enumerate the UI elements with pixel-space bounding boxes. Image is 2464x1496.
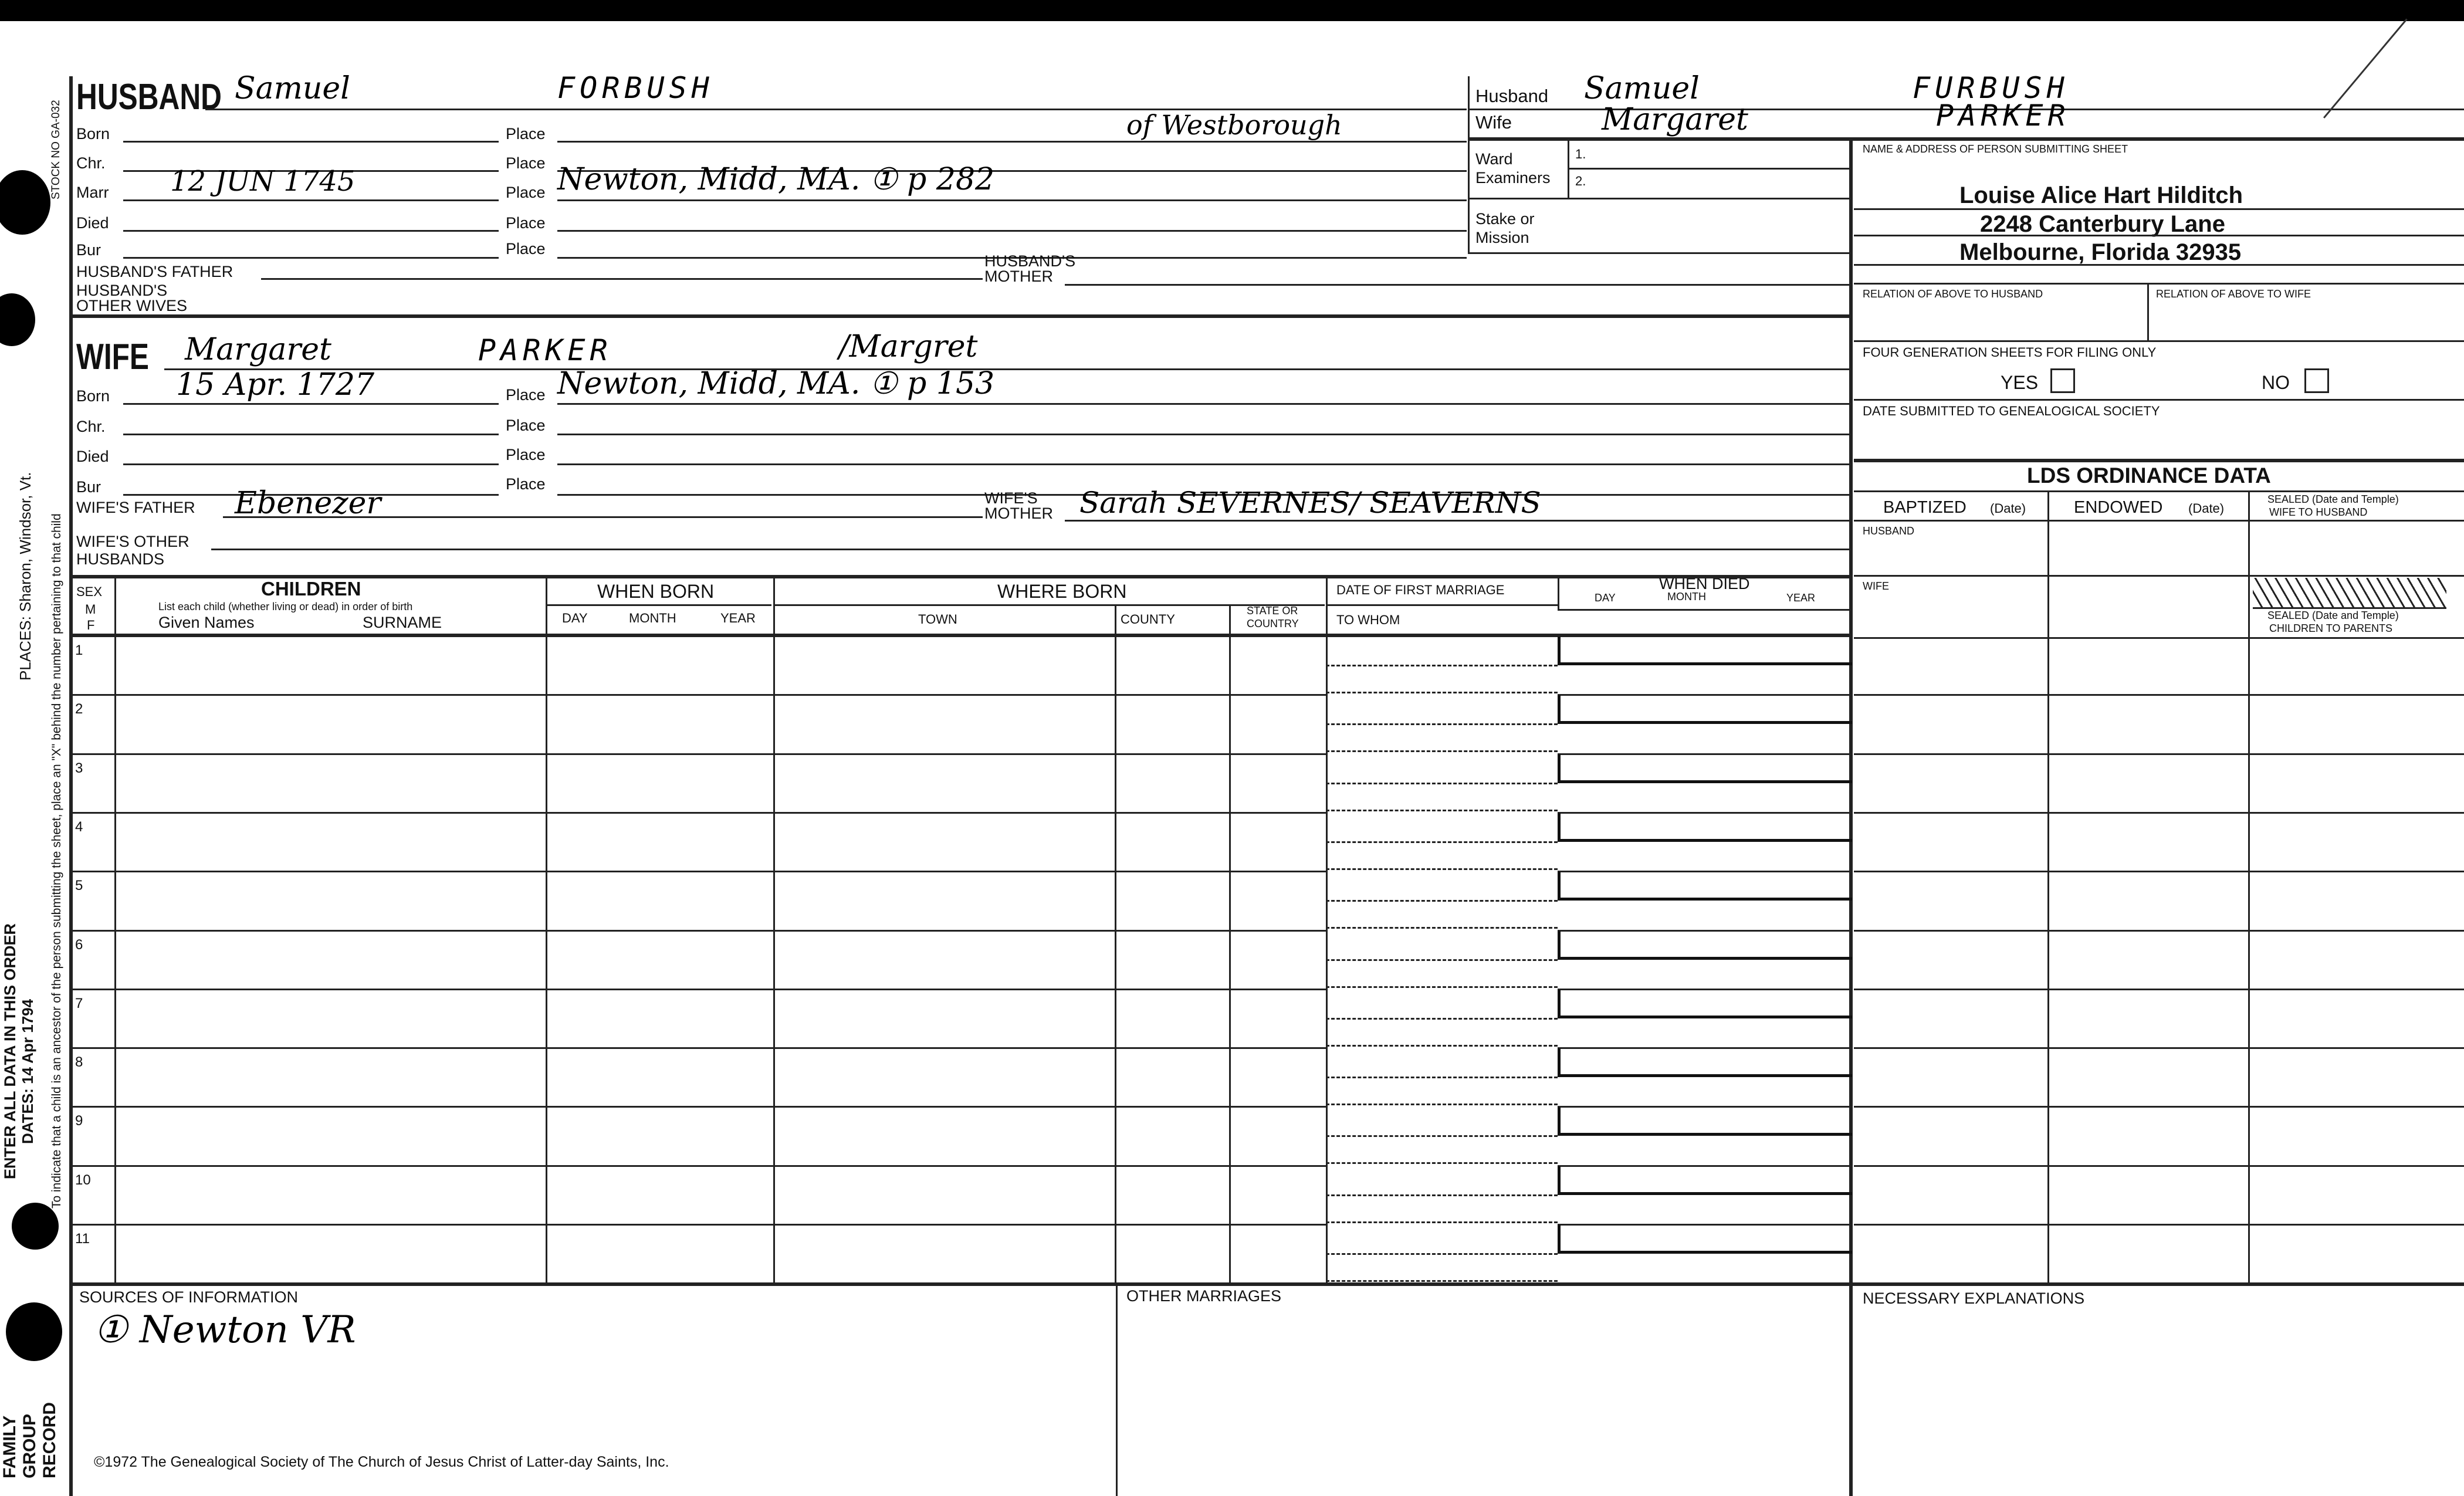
relation-wife-label: RELATION OF ABOVE TO WIFE bbox=[2156, 288, 2311, 300]
rule bbox=[1568, 168, 1849, 170]
wife-chr-label: Chr. bbox=[76, 418, 106, 435]
child-row-number: 11 bbox=[75, 1231, 90, 1247]
child-row-divider bbox=[69, 989, 1326, 990]
rule bbox=[1854, 235, 2464, 236]
died-month-header: MONTH bbox=[1667, 591, 1706, 603]
wife-father-label: WIFE'S FATHER bbox=[76, 499, 195, 516]
wife-born-label: Born bbox=[76, 387, 110, 405]
husband-chr-label: Chr. bbox=[76, 154, 106, 172]
submitter-label: NAME & ADDRESS OF PERSON SUBMITTING SHEET bbox=[1863, 143, 2128, 155]
lds-row-divider bbox=[1854, 1224, 2464, 1226]
rule bbox=[1854, 283, 2464, 285]
children-f-label: F bbox=[87, 618, 95, 632]
sources-label: SOURCES OF INFORMATION bbox=[79, 1288, 299, 1306]
rule bbox=[773, 604, 1325, 606]
ward-label: Ward bbox=[1475, 150, 1513, 168]
husband-marr-date: 12 JUN 1745 bbox=[170, 165, 356, 198]
to-whom-line bbox=[1326, 927, 1558, 929]
col-when-born bbox=[546, 575, 547, 1282]
child-row-divider bbox=[69, 753, 1326, 755]
examiner-1: 1. bbox=[1575, 147, 1586, 161]
wife-died-label: Died bbox=[76, 448, 109, 465]
when-died-bracket bbox=[1558, 695, 1852, 724]
rule bbox=[1854, 340, 2464, 342]
children-m-label: M bbox=[85, 602, 96, 617]
husband-mother-label-1: HUSBAND'S bbox=[984, 252, 1076, 270]
wife-given-name: Margaret bbox=[185, 332, 331, 367]
sources-value: ① Newton VR bbox=[94, 1308, 356, 1352]
lds-endowed: ENDOWED bbox=[2074, 498, 2163, 517]
wife-mother-name: Sarah SEVERNES/ SEAVERNS bbox=[1079, 486, 1541, 520]
child-row-number: 10 bbox=[75, 1172, 91, 1188]
to-whom-line bbox=[1326, 1280, 1558, 1282]
four-gen-label: FOUR GENERATION SHEETS FOR FILING ONLY bbox=[1863, 345, 2157, 360]
lds-row-divider bbox=[1854, 812, 2464, 814]
wife-born-place: Newton, Midd, MA. ① p 153 bbox=[557, 366, 995, 401]
rule bbox=[164, 368, 1849, 370]
marriage-date-line bbox=[1326, 1018, 1558, 1020]
where-born-header: WHERE BORN bbox=[997, 581, 1127, 602]
husband-mother-label-2: MOTHER bbox=[984, 268, 1053, 285]
wife-bur-label: Bur bbox=[76, 478, 101, 496]
to-whom-line bbox=[1326, 1162, 1558, 1164]
lds-row-divider bbox=[1854, 871, 2464, 872]
husband-surname: FORBUSH bbox=[557, 71, 714, 105]
child-row-divider bbox=[69, 871, 1326, 872]
form-title-family: FAMILY bbox=[0, 1415, 19, 1478]
rule bbox=[1065, 284, 1849, 286]
lds-row-divider bbox=[1854, 1047, 2464, 1049]
header-wife-given: Margaret bbox=[1602, 102, 1748, 137]
header-husband-given: Samuel bbox=[1584, 71, 1700, 106]
children-instruction: List each child (whether living or dead) in order of birth bbox=[158, 601, 413, 612]
to-whom-line bbox=[1326, 810, 1558, 811]
header-husband-surname: FURBUSH bbox=[1913, 71, 2069, 105]
lds-title: LDS ORDINANCE DATA bbox=[2027, 463, 2271, 488]
footer-divider bbox=[1116, 1282, 1118, 1496]
submitter-street: 2248 Canterbury Lane bbox=[1980, 211, 2225, 237]
stake-label-1: Stake or bbox=[1475, 210, 1535, 228]
child-row-divider bbox=[69, 694, 1326, 696]
husband-marr-label: Marr bbox=[76, 184, 109, 201]
yes-label: YES bbox=[2001, 372, 2039, 393]
rule bbox=[557, 141, 1467, 143]
husband-chr-place-label: Place bbox=[506, 154, 546, 172]
examiner-2: 2. bbox=[1575, 174, 1586, 188]
died-year-header: YEAR bbox=[1786, 592, 1816, 604]
lds-wife-row: WIFE bbox=[1863, 580, 1889, 592]
to-whom-line bbox=[1326, 986, 1558, 988]
lds-endowed-date: (Date) bbox=[2188, 501, 2225, 516]
child-row-number: 5 bbox=[75, 878, 83, 894]
rule bbox=[1468, 137, 2464, 141]
marriage-date-line bbox=[1326, 723, 1558, 725]
rule bbox=[1854, 520, 2464, 522]
when-born-header: WHEN BORN bbox=[597, 581, 715, 602]
wife-born-place-label: Place bbox=[506, 386, 546, 404]
husband-born-label: Born bbox=[76, 125, 110, 143]
rule bbox=[123, 463, 499, 465]
dates-note: DATES: 14 Apr 1794 bbox=[19, 999, 36, 1144]
col-county bbox=[1115, 604, 1116, 1282]
ancestor-instruction: To indicate that a child is an ancestor of the person submitting the sheet, place an "X" behind the number pertaining to that child bbox=[50, 513, 63, 1209]
marriage-date-line bbox=[1326, 959, 1558, 961]
wife-chr-place-label: Place bbox=[506, 417, 546, 434]
rule bbox=[1468, 252, 1849, 254]
relation-husband-label: RELATION OF ABOVE TO HUSBAND bbox=[1863, 288, 2043, 300]
children-given-names: Given Names bbox=[158, 614, 255, 631]
lds-sealed-children-2: CHILDREN TO PARENTS bbox=[2269, 622, 2393, 634]
rule bbox=[557, 230, 1467, 232]
marriage-date-line bbox=[1326, 665, 1558, 666]
form-title-record: RECORD bbox=[40, 1402, 59, 1478]
rule bbox=[557, 199, 1467, 201]
to-whom-line bbox=[1326, 1045, 1558, 1047]
marriage-date-line bbox=[1326, 1194, 1558, 1196]
header-wife-surname: PARKER bbox=[1936, 99, 2070, 133]
county-header: COUNTY bbox=[1121, 612, 1175, 627]
wife-mother-label-1: WIFE'S bbox=[984, 489, 1038, 507]
to-whom-header: TO WHOM bbox=[1336, 612, 1400, 627]
rule bbox=[123, 257, 499, 259]
husband-died-label: Died bbox=[76, 214, 109, 232]
state-header-2: COUNTRY bbox=[1247, 618, 1299, 629]
no-label: NO bbox=[2262, 372, 2290, 393]
rule bbox=[123, 141, 499, 143]
child-row-number: 1 bbox=[75, 642, 83, 658]
when-died-bracket bbox=[1558, 872, 1852, 901]
husband-other-wives-label-1: HUSBAND'S bbox=[76, 282, 168, 299]
wife-alt-name: /Margret bbox=[839, 329, 978, 364]
punch-hole bbox=[0, 293, 35, 346]
husband-marr-place: Newton, Midd, MA. ① p 282 bbox=[557, 162, 995, 197]
rule bbox=[261, 278, 983, 280]
lds-sealed-wife-1: SEALED (Date and Temple) bbox=[2267, 493, 2399, 505]
lds-row-divider bbox=[1854, 694, 2464, 696]
punch-hole bbox=[12, 1203, 59, 1250]
marriage-date-line bbox=[1326, 783, 1558, 784]
husband-father-label: HUSBAND'S FATHER bbox=[76, 263, 233, 280]
date-submitted-label: DATE SUBMITTED TO GENEALOGICAL SOCIETY bbox=[1863, 404, 2160, 418]
child-row-number: 7 bbox=[75, 995, 83, 1011]
husband-bur-place-label: Place bbox=[506, 240, 546, 258]
child-row-number: 6 bbox=[75, 936, 83, 953]
children-sex-label: SEX bbox=[76, 584, 103, 599]
rule bbox=[546, 604, 771, 606]
wife-mother-label-2: MOTHER bbox=[984, 505, 1053, 522]
marriage-date-line bbox=[1326, 841, 1558, 843]
lds-row-divider bbox=[1854, 753, 2464, 755]
child-row-number: 3 bbox=[75, 760, 83, 776]
explanations-label: NECESSARY EXPLANATIONS bbox=[1863, 1289, 2085, 1307]
rule bbox=[123, 230, 499, 232]
born-month-header: MONTH bbox=[629, 611, 676, 625]
when-died-bracket bbox=[1558, 813, 1852, 842]
lds-baptized-date: (Date) bbox=[1990, 501, 2026, 516]
wife-surname: PARKER bbox=[478, 333, 612, 367]
child-row-divider bbox=[69, 1106, 1326, 1108]
children-title: CHILDREN bbox=[261, 578, 361, 600]
corner-mark bbox=[2323, 18, 2408, 118]
other-marriages-label: OTHER MARRIAGES bbox=[1126, 1287, 1282, 1305]
to-whom-line bbox=[1326, 1104, 1558, 1105]
to-whom-line bbox=[1326, 692, 1558, 693]
rule bbox=[123, 199, 499, 201]
lds-row-divider bbox=[1854, 989, 2464, 990]
lds-husband-row: HUSBAND bbox=[1863, 525, 1915, 537]
husband-heading: HUSBAND bbox=[76, 77, 222, 117]
rule bbox=[223, 516, 983, 518]
wife-died-place-label: Place bbox=[506, 446, 546, 463]
child-row-divider bbox=[69, 1165, 1326, 1167]
lds-hatched-cell bbox=[2253, 578, 2446, 609]
when-died-bracket bbox=[1558, 990, 1852, 1018]
rule bbox=[1468, 198, 1849, 199]
child-row-divider bbox=[69, 1047, 1326, 1049]
husband-died-place-label: Place bbox=[506, 214, 546, 232]
first-marriage-header: DATE OF FIRST MARRIAGE bbox=[1336, 583, 1505, 597]
when-died-bracket bbox=[1558, 1166, 1852, 1195]
rule bbox=[1326, 604, 1558, 606]
children-surname: SURNAME bbox=[363, 614, 442, 631]
col-state bbox=[1229, 604, 1231, 1282]
husband-born-place: of Westborough bbox=[1126, 109, 1342, 141]
col-sex bbox=[114, 575, 116, 1282]
no-checkbox[interactable] bbox=[2304, 368, 2329, 393]
submitter-city: Melbourne, Florida 32935 bbox=[1959, 239, 2242, 265]
marriage-date-line bbox=[1326, 1253, 1558, 1255]
rule bbox=[1854, 264, 2464, 266]
marriage-date-line bbox=[1326, 1077, 1558, 1078]
rule bbox=[211, 549, 1849, 550]
child-row-number: 9 bbox=[75, 1113, 83, 1129]
rule bbox=[1065, 520, 1849, 522]
submitter-name: Louise Alice Hart Hilditch bbox=[1959, 182, 2243, 208]
form-title-group: GROUP bbox=[20, 1413, 39, 1478]
when-died-bracket bbox=[1558, 1225, 1852, 1254]
rule bbox=[123, 434, 499, 435]
stock-number: STOCK NO GA-032 bbox=[50, 100, 62, 199]
wife-bur-place-label: Place bbox=[506, 475, 546, 493]
header-husband-label: Husband bbox=[1475, 86, 1549, 106]
rule bbox=[1854, 208, 2464, 210]
lds-baptized: BAPTIZED bbox=[1883, 498, 1967, 517]
rule bbox=[557, 434, 1849, 435]
to-whom-line bbox=[1326, 1221, 1558, 1223]
lds-sealed-wife-2: WIFE TO HUSBAND bbox=[2269, 506, 2368, 518]
when-died-bracket bbox=[1558, 637, 1852, 665]
rule bbox=[557, 403, 1849, 405]
to-whom-line bbox=[1326, 750, 1558, 752]
husband-born-place-label: Place bbox=[506, 125, 546, 143]
rule bbox=[1854, 399, 2464, 401]
enter-data-order: ENTER ALL DATA IN THIS ORDER bbox=[1, 923, 19, 1179]
when-died-bracket bbox=[1558, 1107, 1852, 1136]
husband-bur-label: Bur bbox=[76, 241, 101, 259]
to-whom-line bbox=[1326, 868, 1558, 870]
state-header-1: STATE OR bbox=[1247, 605, 1298, 617]
rule bbox=[1854, 637, 2464, 639]
when-died-header: WHEN DIED bbox=[1659, 575, 1750, 593]
header-box-left bbox=[1468, 76, 1470, 252]
child-row-divider bbox=[69, 930, 1326, 932]
wife-father-name: Ebenezer bbox=[235, 486, 381, 521]
child-row-divider bbox=[69, 1224, 1326, 1226]
died-day-header: DAY bbox=[1595, 592, 1616, 604]
lds-row-divider bbox=[1854, 1165, 2464, 1167]
when-died-bracket bbox=[1558, 1048, 1852, 1077]
stake-label-2: Mission bbox=[1475, 229, 1529, 246]
examiners-label: Examiners bbox=[1475, 169, 1551, 187]
child-row-number: 8 bbox=[75, 1054, 83, 1071]
marriage-date-line bbox=[1326, 900, 1558, 902]
section-divider bbox=[69, 314, 1849, 318]
rule bbox=[1854, 490, 2464, 492]
rule bbox=[557, 463, 1849, 465]
child-row-number: 4 bbox=[75, 818, 83, 835]
wife-heading: WIFE bbox=[76, 337, 149, 377]
child-row-divider bbox=[69, 812, 1326, 814]
lds-row-divider bbox=[1854, 930, 2464, 932]
col-where-born bbox=[773, 575, 775, 1282]
town-header: TOWN bbox=[918, 612, 957, 627]
when-died-bracket bbox=[1558, 931, 1852, 960]
copyright: ©1972 The Genealogical Society of The Church of Jesus Christ of Latter-day Saints, Inc. bbox=[94, 1454, 669, 1470]
places-note: PLACES: Sharon, Windsor, Vt. bbox=[16, 472, 34, 681]
wife-other-husbands-label-2: HUSBANDS bbox=[76, 550, 165, 568]
rule bbox=[1854, 459, 2464, 462]
wife-other-husbands-label-1: WIFE'S OTHER bbox=[76, 533, 189, 550]
born-day-header: DAY bbox=[562, 611, 588, 625]
punch-hole bbox=[6, 1302, 62, 1361]
when-died-bracket bbox=[1558, 754, 1852, 783]
husband-marr-place-label: Place bbox=[506, 184, 546, 201]
top-edge-bar bbox=[0, 0, 2464, 21]
children-table-bottom bbox=[69, 1282, 2464, 1286]
yes-checkbox[interactable] bbox=[2050, 368, 2075, 393]
marriage-date-line bbox=[1326, 1135, 1558, 1137]
header-wife-label: Wife bbox=[1475, 112, 1512, 133]
husband-other-wives-label-2: OTHER WIVES bbox=[76, 297, 188, 314]
when-died-box bbox=[1558, 577, 1851, 611]
child-row-number: 2 bbox=[75, 701, 83, 717]
husband-given-name: Samuel bbox=[235, 71, 350, 106]
rule bbox=[123, 403, 499, 405]
relation-divider bbox=[2147, 283, 2149, 341]
punch-hole bbox=[0, 170, 50, 235]
lds-row-divider bbox=[1854, 1106, 2464, 1108]
born-year-header: YEAR bbox=[720, 611, 756, 625]
wife-born-date: 15 Apr. 1727 bbox=[176, 367, 375, 402]
rule bbox=[1854, 575, 2464, 577]
lds-sealed-children-1: SEALED (Date and Temple) bbox=[2267, 610, 2399, 621]
